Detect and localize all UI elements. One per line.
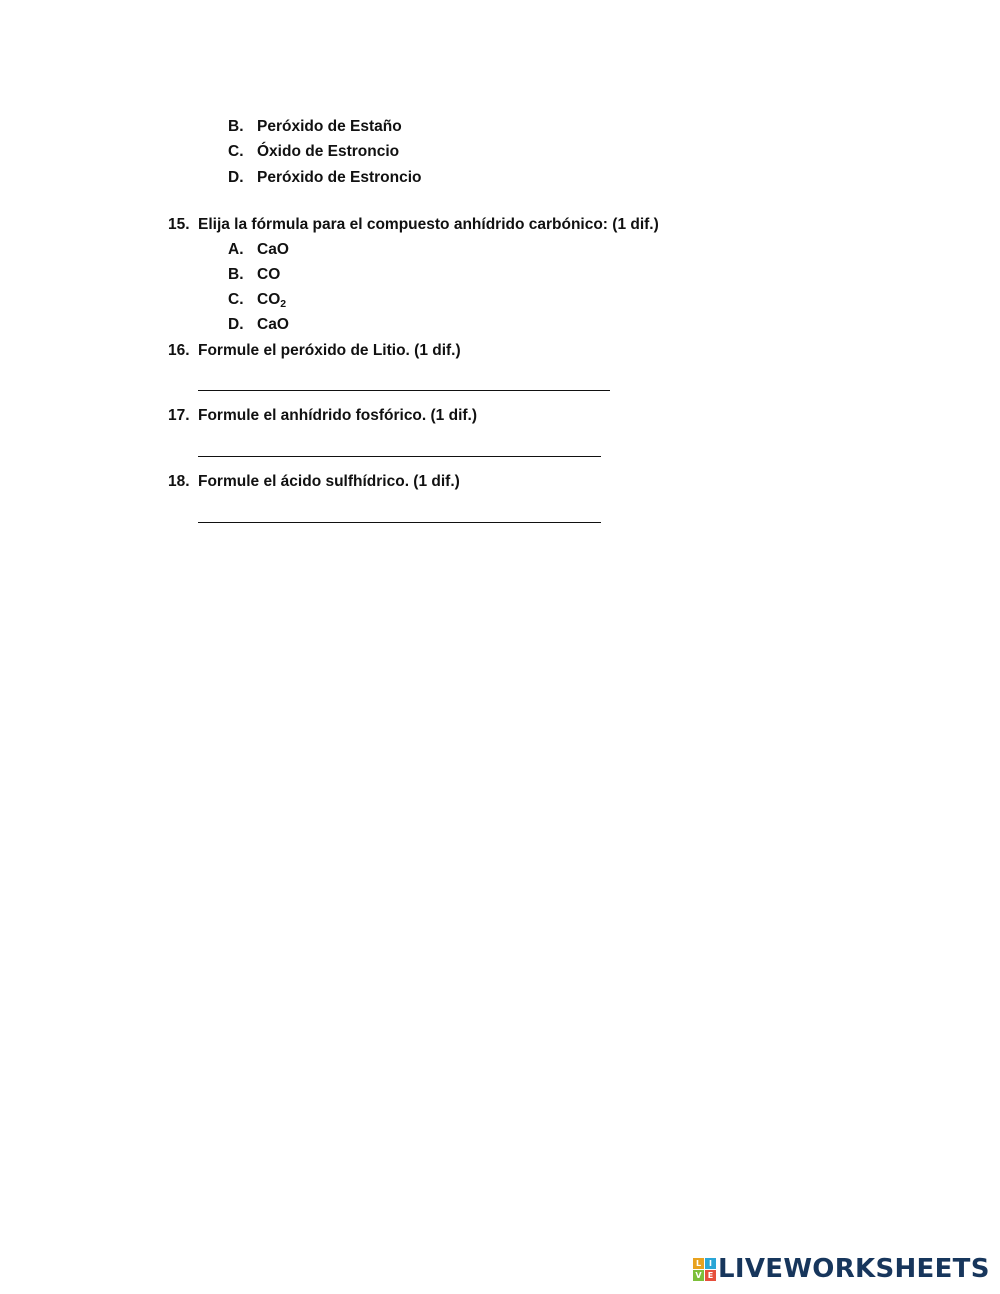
- option-letter: B.: [228, 266, 244, 283]
- option-text: Peróxido de Estroncio: [257, 169, 422, 186]
- question-number: 17.: [168, 407, 190, 424]
- q18-answer-field[interactable]: [198, 522, 601, 523]
- logo-block-e: E: [705, 1270, 716, 1281]
- option-letter: C.: [228, 143, 244, 160]
- option-text: CaO: [257, 316, 289, 333]
- question-number: 16.: [168, 342, 190, 359]
- option-letter: B.: [228, 118, 244, 135]
- logo-block-i: I: [705, 1258, 716, 1269]
- option-letter: D.: [228, 316, 244, 333]
- formula-subscript: 2: [280, 298, 287, 310]
- question-text: Formule el anhídrido fosfórico. (1 dif.): [198, 407, 478, 424]
- q16-answer-field[interactable]: [198, 390, 610, 391]
- liveworksheets-logo: [693, 1253, 990, 1285]
- option-letter: C.: [228, 291, 244, 308]
- option-text: Peróxido de Estaño: [257, 118, 402, 135]
- option-letter: D.: [228, 169, 244, 186]
- option-text: CO: [257, 266, 281, 283]
- question-number: 15.: [168, 216, 190, 233]
- question-text: Elija la fórmula para el compuesto anhídrido carbónico: (1 dif.): [198, 216, 659, 233]
- option-text: [257, 290, 286, 314]
- formula-text: CO: [257, 291, 281, 308]
- logo-block-l: L: [693, 1258, 704, 1269]
- question-text: Formule el ácido sulfhídrico. (1 dif.): [198, 473, 460, 490]
- option-text: Óxido de Estroncio: [257, 143, 400, 160]
- question-text: Formule el peróxido de Litio. (1 dif.): [198, 342, 461, 359]
- logo-block-v: V: [693, 1270, 704, 1281]
- q17-answer-field[interactable]: [198, 456, 601, 457]
- logo-blocks-icon: [693, 1258, 716, 1281]
- logo-wordmark: LIVEWORKSHEETS: [718, 1254, 990, 1284]
- question-number: 18.: [168, 473, 190, 490]
- option-letter: A.: [228, 241, 244, 258]
- option-text: CaO: [257, 241, 289, 258]
